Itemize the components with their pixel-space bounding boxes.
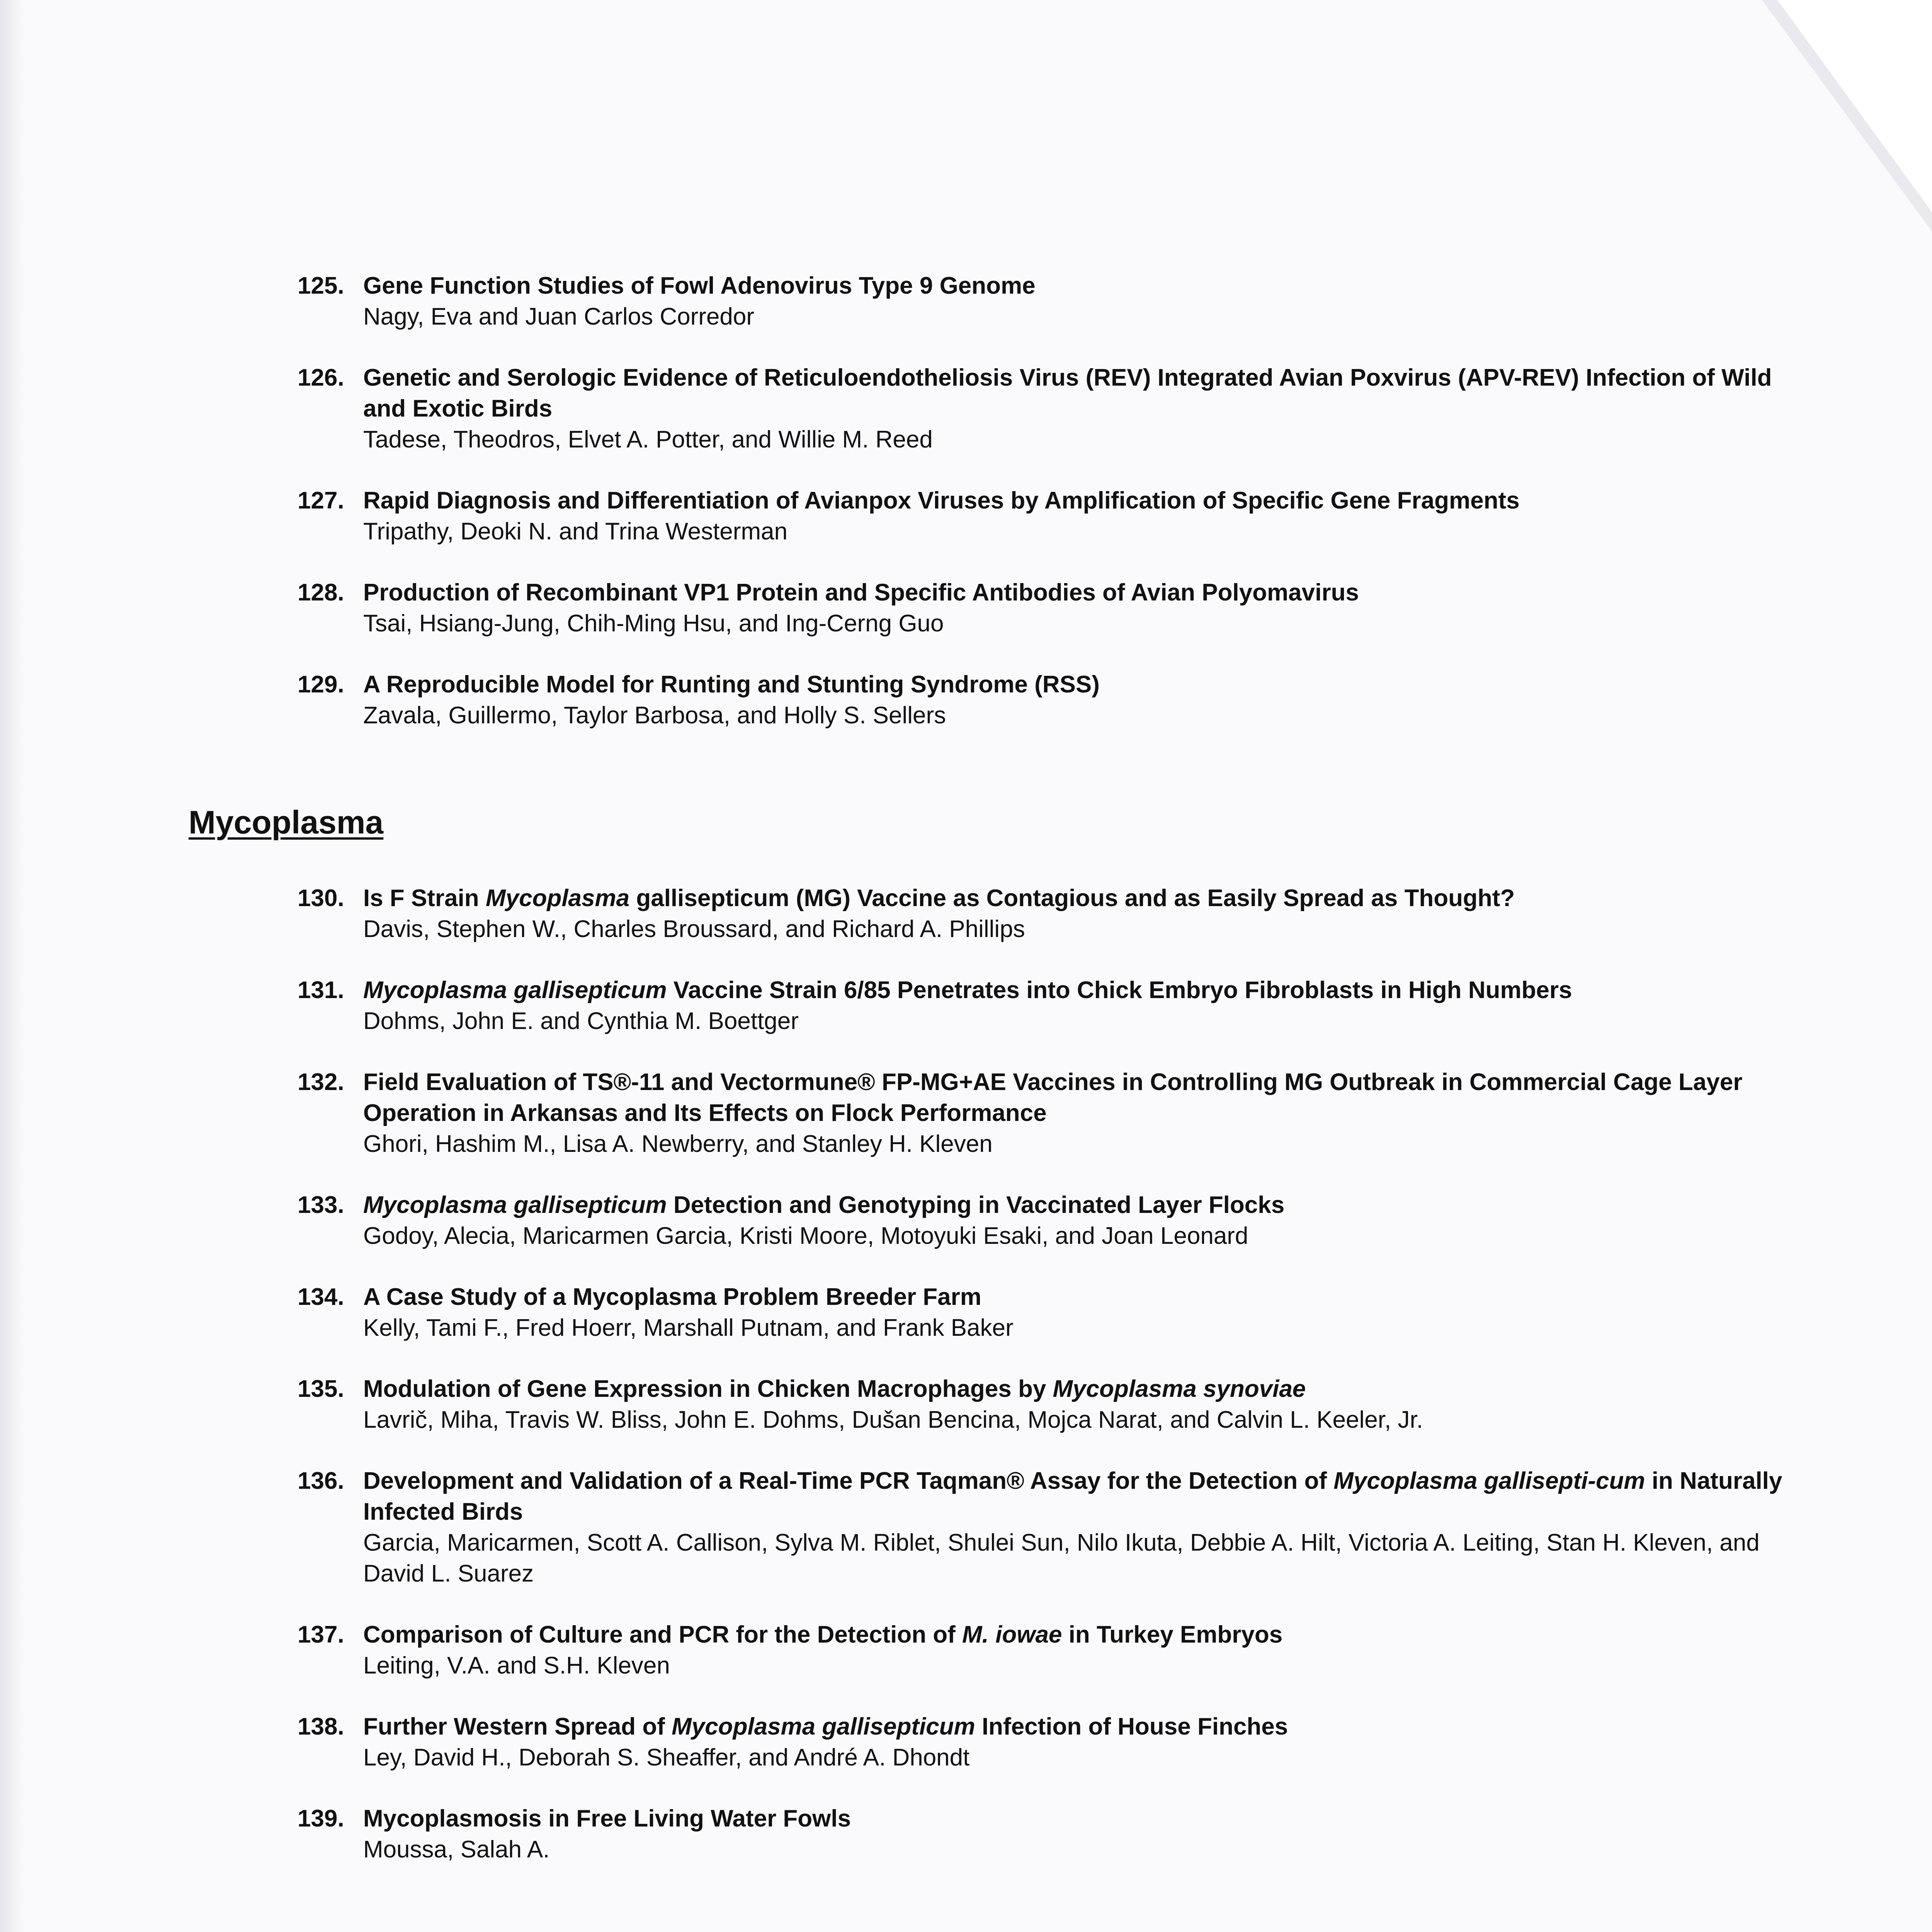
entry-number: 134. — [298, 1284, 344, 1310]
entry-authors: Moussa, Salah A. — [363, 1836, 550, 1863]
list-item — [298, 485, 1816, 547]
entry-title: Gene Function Studies of Fowl Adenovirus Type 9 Genome — [363, 272, 1036, 299]
title-italic-part: M. iowae — [962, 1621, 1062, 1648]
entry-number: 135. — [298, 1376, 344, 1402]
entry-title — [363, 1803, 1816, 1834]
entry-number: 138. — [298, 1713, 344, 1740]
entry-authors: Kelly, Tami F., Fred Hoerr, Marshall Putnam, and Frank Baker — [363, 1315, 1014, 1341]
title-part: Is F Strain — [363, 885, 486, 912]
entry-title: Genetic and Serologic Evidence of Reticuloendotheliosis Virus (REV) Integrated Avian Poxvirus (APV-REV) Infection of Wild and Exotic Birds — [363, 364, 1772, 422]
entry-title: A Reproducible Model for Runting and Stunting Syndrome (RSS) — [363, 671, 1100, 698]
entry-number: 136. — [298, 1468, 344, 1494]
entry-number: 128. — [298, 579, 344, 606]
title-part: Development and Validation of a Real-Time PCR Taqman® Assay for the Detection of — [363, 1468, 1334, 1494]
title-italic-part: Mycoplasma synoviae — [1053, 1376, 1306, 1402]
entry-authors: Tripathy, Deoki N. and Trina Westerman — [363, 518, 788, 545]
page-left-edge — [0, 0, 23, 1932]
entry-authors: Garcia, Maricarmen, Scott A. Callison, Sylva M. Riblet, Shulei Sun, Nilo Ikuta, Debbie A. Hilt, Victoria A. Leiting, Stan H. Kleven, and David L. Suarez — [363, 1529, 1760, 1587]
abstract-list-mycoplasma — [298, 883, 1816, 1895]
entry-authors: Zavala, Guillermo, Taylor Barbosa, and Holly S. Sellers — [363, 702, 946, 729]
entry-title — [363, 1619, 1816, 1650]
title-part: Modulation of Gene Expression in Chicken Macrophages by — [363, 1376, 1053, 1402]
list-item — [298, 270, 1816, 332]
entry-authors: Davis, Stephen W., Charles Broussard, and Richard A. Phillips — [363, 916, 1025, 942]
entry-authors: Tadese, Theodros, Elvet A. Potter, and Willie M. Reed — [363, 426, 933, 453]
entry-title — [363, 1282, 1816, 1313]
entry-number: 125. — [298, 272, 344, 299]
entry-title — [363, 1711, 1816, 1742]
entry-authors: Lavrič, Miha, Travis W. Bliss, John E. Dohms, Dušan Bencina, Mojca Narat, and Calvin L. Keeler, Jr. — [363, 1406, 1423, 1433]
list-item — [298, 669, 1816, 731]
title-part: Further Western Spread of — [363, 1713, 672, 1740]
entry-title — [363, 1466, 1816, 1527]
title-part: Infection of House Finches — [975, 1713, 1288, 1740]
entry-number: 127. — [298, 487, 344, 514]
title-part: A Case Study of a Mycoplasma Problem Breeder Farm — [363, 1284, 981, 1310]
entry-number: 139. — [298, 1805, 344, 1832]
entry-number: 126. — [298, 364, 344, 391]
entry-title — [363, 1190, 1816, 1221]
entry-number: 129. — [298, 671, 344, 698]
list-item — [298, 1282, 1816, 1344]
title-part: gallisepticum (MG) Vaccine as Contagious and as Easily Spread as Thought? — [629, 885, 1515, 912]
list-item — [298, 1374, 1816, 1435]
entry-number: 133. — [298, 1192, 344, 1218]
title-part: Mycoplasmosis in Free Living Water Fowls — [363, 1805, 851, 1832]
entry-number: 132. — [298, 1069, 344, 1095]
title-italic-part: Mycoplasma gallisepticum — [363, 1192, 667, 1218]
title-italic-part: Mycoplasma — [485, 885, 630, 912]
list-item — [298, 883, 1816, 945]
list-item — [298, 1466, 1816, 1589]
list-item — [298, 1190, 1816, 1252]
title-part: Detection and Genotyping in Vaccinated Layer Flocks — [667, 1192, 1285, 1218]
entry-title: Rapid Diagnosis and Differentiation of Avianpox Viruses by Amplification of Specific Gene Fragments — [363, 487, 1520, 514]
title-part: Comparison of Culture and PCR for the Detection of — [363, 1621, 963, 1648]
list-item — [298, 1619, 1816, 1681]
entry-title — [363, 1374, 1816, 1405]
list-item — [298, 1803, 1816, 1865]
list-item — [298, 975, 1816, 1037]
entry-title: Production of Recombinant VP1 Protein and Specific Antibodies of Avian Polyomavirus — [363, 579, 1359, 606]
list-item — [298, 577, 1816, 639]
entry-authors: Leiting, V.A. and S.H. Kleven — [363, 1652, 670, 1679]
title-italic-part: Mycoplasma gallisepticum — [363, 977, 667, 1003]
abstract-list-top — [298, 270, 1816, 761]
list-item — [298, 1067, 1816, 1160]
title-italic-part: Mycoplasma gallisepticum — [672, 1713, 975, 1740]
section-heading: Mycoplasma — [189, 804, 384, 840]
entry-number: 130. — [298, 885, 344, 912]
entry-number: 137. — [298, 1621, 344, 1648]
entry-authors: Ley, David H., Deborah S. Sheaffer, and André A. Dhondt — [363, 1744, 970, 1771]
title-part: Field Evaluation of TS®-11 and Vectormune® FP-MG+AE Vaccines in Controlling MG Outbreak in Commercial Cage Layer Operation in Arkansas and Its Effects on Flock Performance — [363, 1069, 1743, 1126]
title-part: in Turkey Embryos — [1062, 1621, 1283, 1648]
list-item — [298, 362, 1816, 455]
title-italic-part: Mycoplasma gallisepti-cum — [1333, 1468, 1645, 1494]
title-part: Vaccine Strain 6/85 Penetrates into Chick Embryo Fibroblasts in High Numbers — [667, 977, 1572, 1003]
title-part: in Naturally Infected Birds — [363, 1468, 1782, 1525]
entry-authors: Tsai, Hsiang-Jung, Chih-Ming Hsu, and Ing-Cerng Guo — [363, 610, 944, 637]
entry-authors: Nagy, Eva and Juan Carlos Corredor — [363, 303, 755, 330]
list-item — [298, 1711, 1816, 1773]
entry-title — [363, 1067, 1816, 1129]
entry-authors: Ghori, Hashim M., Lisa A. Newberry, and Stanley H. Kleven — [363, 1131, 993, 1157]
entry-title — [363, 883, 1816, 914]
entry-authors: Godoy, Alecia, Maricarmen Garcia, Kristi Moore, Motoyuki Esaki, and Joan Leonard — [363, 1223, 1248, 1249]
entry-number: 131. — [298, 977, 344, 1003]
entry-title — [363, 975, 1816, 1006]
entry-authors: Dohms, John E. and Cynthia M. Boettger — [363, 1008, 799, 1034]
